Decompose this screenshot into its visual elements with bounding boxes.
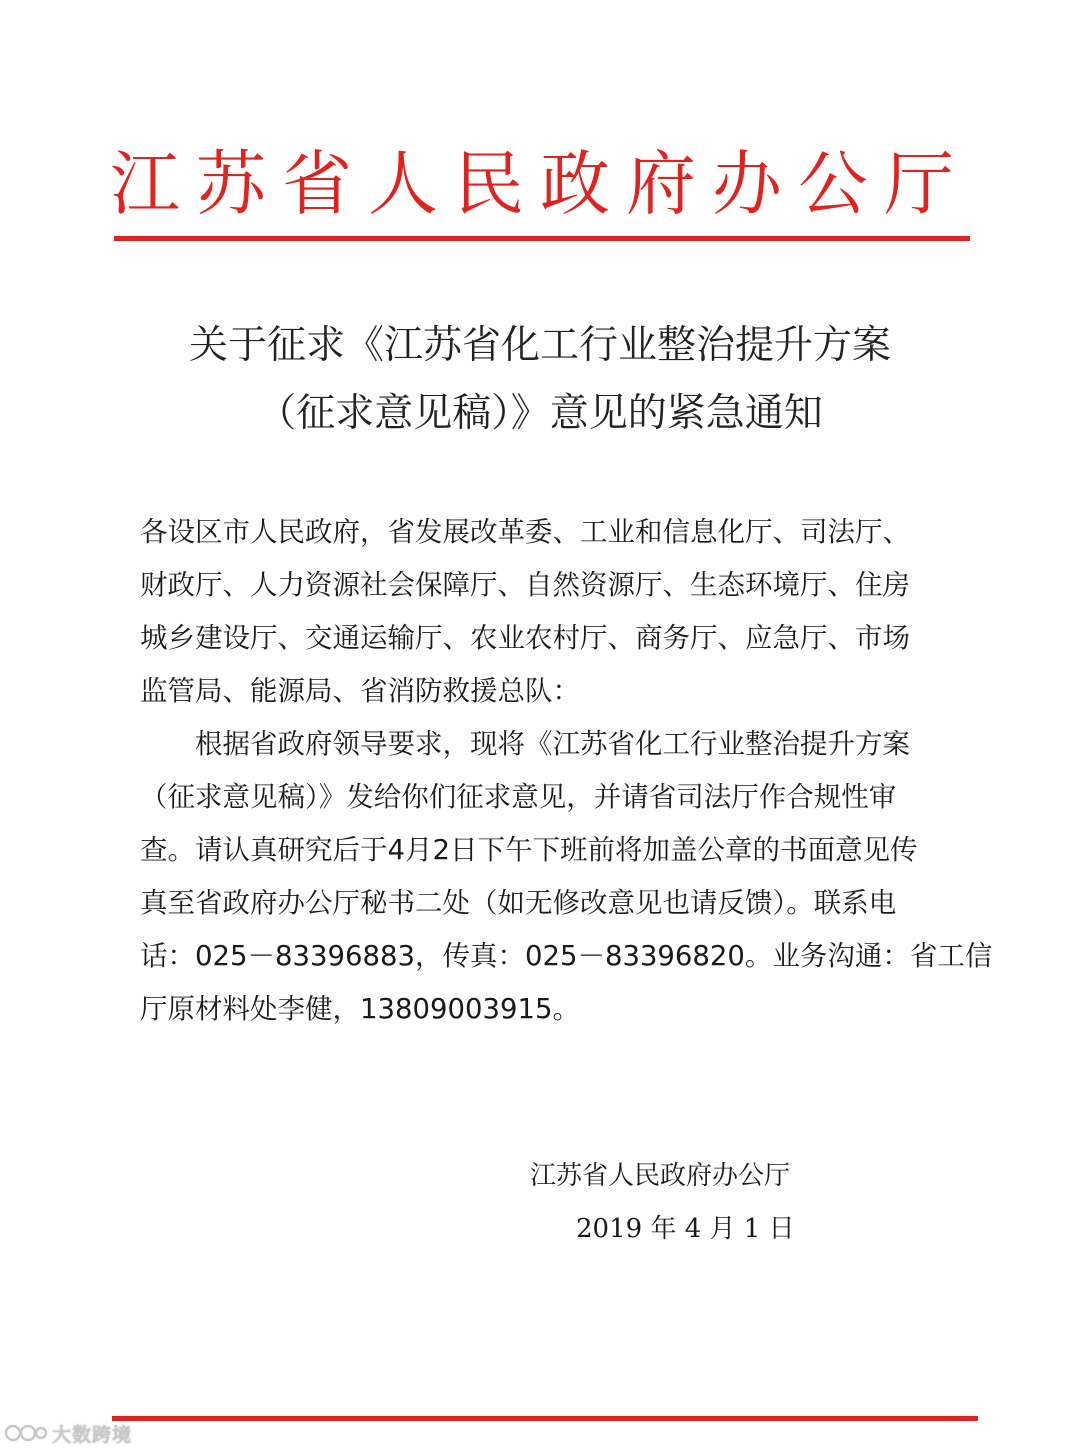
signature-date: 2019 年 4 月 1 日 [576,1214,795,1244]
body-line: 真至省政府办公厅秘书二处（如无修改意见也请反馈）。联系电 [140,887,897,919]
signature-organization: 江苏省人民政府办公厅 [530,1161,791,1191]
body-line: 查。请认真研究后于4月2日下午下班前将加盖公章的书面意见传 [140,834,918,866]
body-line: 厅原材料处李健，13809003915。 [140,993,580,1025]
footer-red-rule [112,1416,978,1421]
body-line: （征求意见稿）》发给你们征求意见，并请省司法厅作合规性审 [140,781,897,813]
body-line: 监管局、能源局、省消防救援总队： [140,675,580,707]
body-line: 财政厅、人力资源社会保障厅、自然资源厅、生态环境厅、住房 [140,569,910,601]
document-title-line-1: 关于征求《江苏省化工行业整治提升方案 [188,323,891,368]
watermark-text: 大数跨境 [52,1423,133,1446]
header-red-rule [114,236,970,241]
body-line: 各设区市人民政府，省发展改革委、工业和信息化厅、司法厅、 [140,516,910,548]
body-line: 城乡建设厅、交通运输厅、农业农村厅、商务厅、应急厅、市场 [140,622,910,654]
body-line: 话：025－83396883，传真：025－83396820。业务沟通：省工信 [140,940,993,972]
camera-logo-icon [4,1421,48,1445]
document-title-line-2: （征求意见稿）》意见的紧急通知 [257,391,823,436]
watermark [4,1418,132,1448]
body-line: 根据省政府领导要求，现将《江苏省化工行业整治提升方案 [140,728,910,760]
issuing-authority-header: 江苏省人民政府办公厅 [110,143,970,225]
